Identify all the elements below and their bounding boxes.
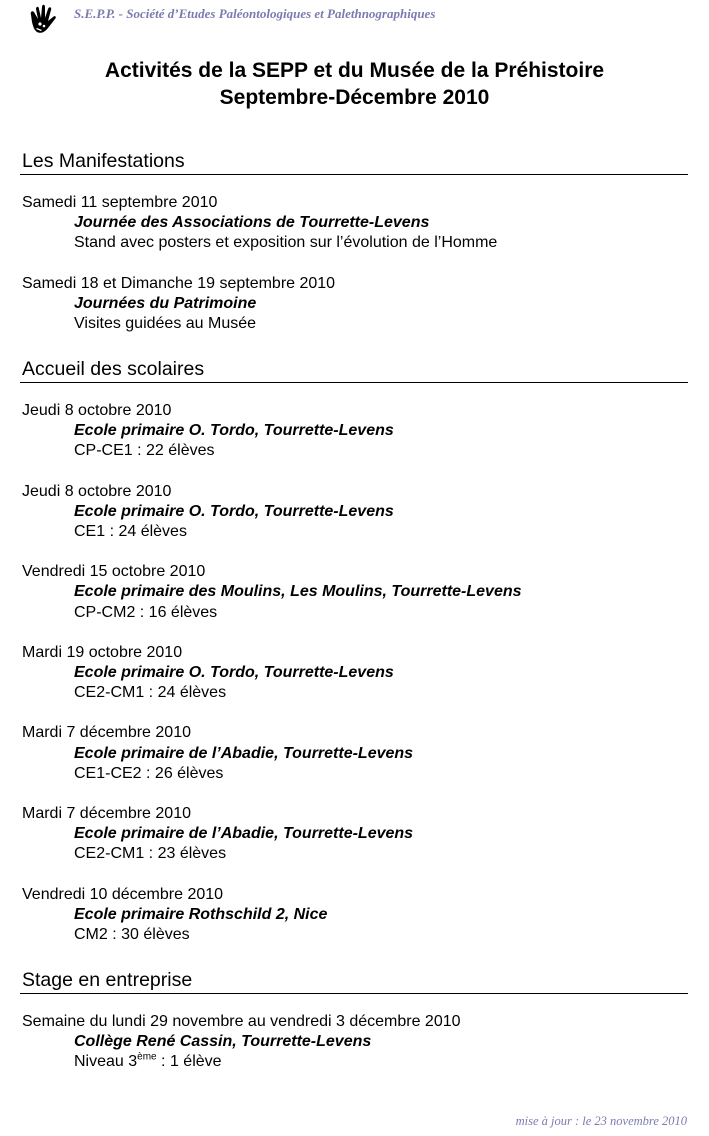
entry-event: Ecole primaire de l’Abadie, Tourrette-Levens (74, 825, 414, 843)
entry-event: Ecole primaire Rothschild 2, Nice (74, 905, 328, 923)
entry-event: Collège René Cassin, Tourrette-Levens (74, 1033, 372, 1051)
entry-date: Mardi 7 décembre 2010 (22, 724, 191, 742)
entry-event: Ecole primaire O. Tordo, Tourrette-Levens (74, 422, 394, 440)
section-accueil-scolaires (20, 358, 688, 945)
entry-event: Ecole primaire O. Tordo, Tourrette-Levens (74, 664, 394, 682)
detail-text: Niveau 3 (74, 1053, 138, 1071)
entry-detail: CP-CE1 : 22 élèves (74, 442, 215, 460)
entry-detail: CE1 : 24 élèves (74, 523, 187, 541)
section-heading: Stage en entreprise (20, 969, 688, 994)
entry-event: Ecole primaire O. Tordo, Tourrette-Levens (74, 502, 394, 520)
entry-date: Vendredi 15 octobre 2010 (22, 563, 206, 581)
entry-date: Mardi 7 décembre 2010 (22, 805, 191, 823)
entry-date: Mardi 19 octobre 2010 (22, 643, 183, 661)
hand-logo-icon (26, 4, 60, 38)
section-heading: Accueil des scolaires (20, 358, 688, 383)
entry-detail (20, 1052, 688, 1072)
entry-detail: Stand avec posters et exposition sur l’évolution de l’Homme (74, 234, 498, 252)
list-item (20, 482, 688, 543)
entry-date: Jeudi 8 octobre 2010 (22, 402, 172, 419)
organization-name: S.E.P.P. - Société d’Etudes Paléontologiques et Palethnographiques (74, 6, 436, 21)
list-item (20, 723, 688, 784)
title-line-1: Activités de la SEPP et du Musée de la Préhistoire (104, 59, 605, 82)
update-date: mise à jour : le 23 novembre 2010 (515, 1114, 687, 1128)
page-header (26, 4, 696, 38)
entry-event: Ecole primaire de l’Abadie, Tourrette-Levens (74, 744, 414, 762)
entry-detail: CP-CM2 : 16 élèves (74, 603, 218, 621)
list-item (20, 1012, 688, 1073)
entry-date: Vendredi 10 décembre 2010 (22, 885, 224, 903)
detail-superscript: ème (137, 1052, 157, 1064)
entry-date: Samedi 11 septembre 2010 (22, 194, 218, 211)
list-item (20, 193, 688, 254)
section-stage-entreprise (20, 969, 688, 1073)
section-manifestations (20, 150, 688, 334)
entry-detail: CE2-CM1 : 23 élèves (74, 845, 227, 863)
entry-detail: CE2-CM1 : 24 élèves (74, 684, 227, 702)
entry-event: Journées du Patrimoine (74, 294, 257, 312)
entry-event: Ecole primaire des Moulins, Les Moulins, Tourrette-Levens (74, 583, 522, 601)
title-line-2: Septembre-Décembre 2010 (219, 86, 490, 109)
entry-date: Jeudi 8 octobre 2010 (22, 482, 172, 500)
entry-detail: CM2 : 30 élèves (74, 926, 190, 944)
entry-detail: Visites guidées au Musée (74, 315, 257, 333)
detail-text: : 1 élève (156, 1053, 222, 1071)
page-title (0, 57, 709, 111)
section-heading: Les Manifestations (20, 150, 688, 175)
entry-date: Samedi 18 et Dimanche 19 septembre 2010 (22, 274, 336, 292)
list-item (20, 562, 688, 623)
entry-date: Semaine du lundi 29 novembre au vendredi 3 décembre 2010 (22, 1013, 461, 1030)
list-item (20, 401, 688, 462)
entry-detail: CE1-CE2 : 26 élèves (74, 764, 224, 782)
list-item (20, 885, 688, 946)
entry-event: Journée des Associations de Tourrette-Levens (74, 214, 430, 232)
list-item (20, 804, 688, 865)
list-item (20, 643, 688, 704)
list-item (20, 274, 688, 335)
